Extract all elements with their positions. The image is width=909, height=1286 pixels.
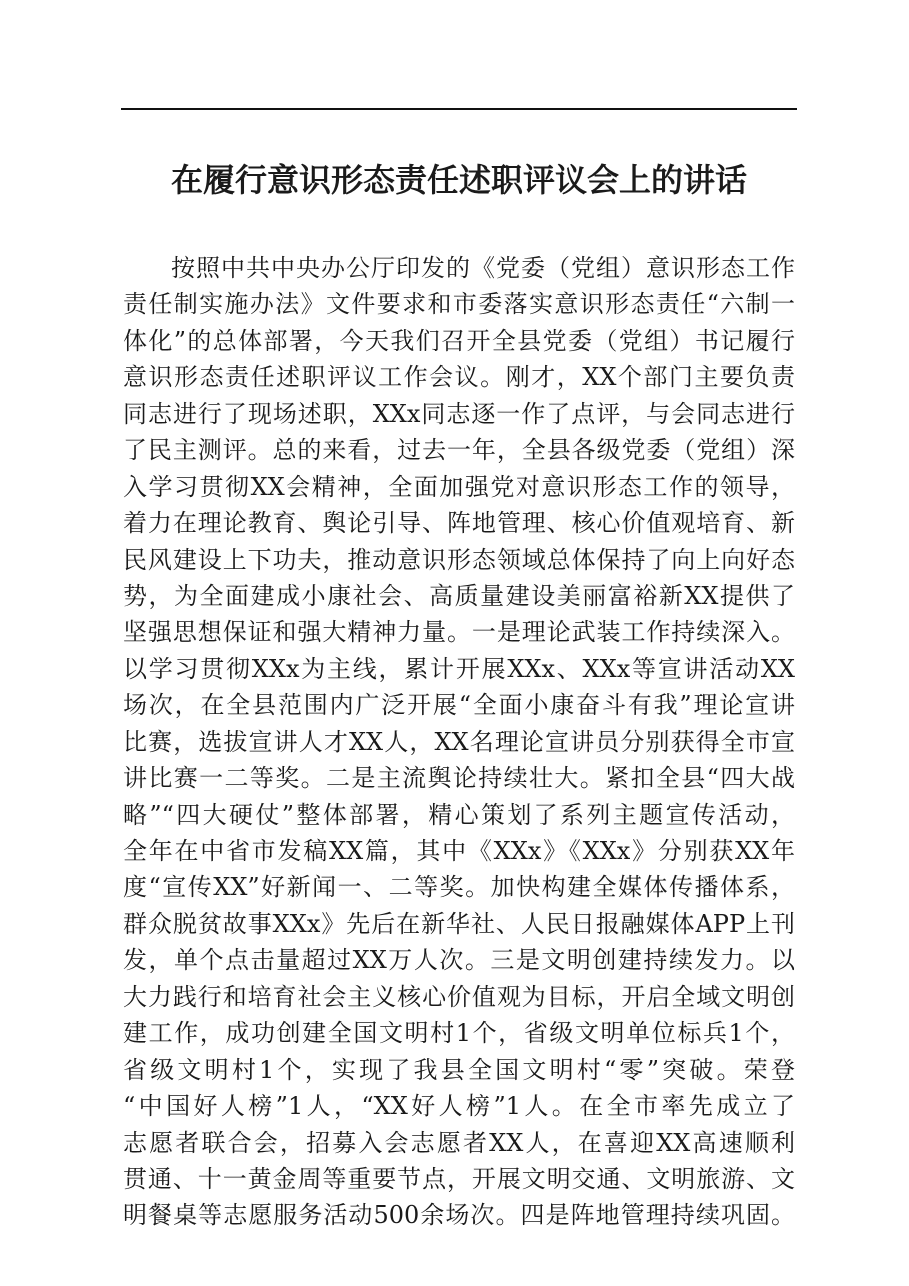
body-line: 度“宣传XX”好新闻一、二等奖。加快构建全媒体传播体系， <box>123 873 795 902</box>
document-body <box>123 250 795 1234</box>
body-line: 场次，在全县范围内广泛开展“全面小康奋斗有我”理论宣讲 <box>123 691 795 720</box>
body-line: 贯通、十一黄金周等重要节点，开展文明交通、文明旅游、文 <box>123 1164 795 1193</box>
body-line: 发，单个点击量超过XX万人次。三是文明创建持续发力。以 <box>123 946 795 975</box>
body-line: 意识形态责任述职评议工作会议。刚才，XX个部门主要负责 <box>123 363 795 392</box>
body-line: 比赛，选拔宣讲人才XX人，XX名理论宣讲员分别获得全市宣 <box>123 727 795 756</box>
body-line: 建工作，成功创建全国文明村1个，省级文明单位标兵1个， <box>123 1019 795 1048</box>
body-line: 坚强思想保证和强大精神力量。一是理论武装工作持续深入。 <box>123 618 795 647</box>
body-line: 大力践行和培育社会主义核心价值观为目标，开启全域文明创 <box>123 982 795 1011</box>
body-line: 志愿者联合会，招募入会志愿者XX人，在喜迎XX高速顺利 <box>123 1128 795 1157</box>
body-line: 势，为全面建成小康社会、高质量建设美丽富裕新XX提供了 <box>123 581 795 610</box>
body-line: 讲比赛一二等奖。二是主流舆论持续壮大。紧扣全县“四大战 <box>123 764 795 793</box>
body-line: “中国好人榜”1人，“XX好人榜”1人。在全市率先成立了 <box>123 1092 795 1121</box>
body-line: 同志进行了现场述职，XXx同志逐一作了点评，与会同志进行 <box>123 399 795 428</box>
header-rule <box>121 108 797 110</box>
body-line: 了民主测评。总的来看，过去一年，全县各级党委（党组）深 <box>123 436 795 465</box>
body-line: 省级文明村1个，实现了我县全国文明村“零”突破。荣登 <box>123 1055 795 1084</box>
body-line: 明餐桌等志愿服务活动500余场次。四是阵地管理持续巩固。 <box>123 1201 795 1230</box>
document-title: 在履行意识形态责任述职评议会上的讲话 <box>170 161 747 199</box>
body-line: 全年在中省市发稿XX篇，其中《XXx》《XXx》分别获XX年 <box>123 837 795 865</box>
body-line: 略”“四大硬仗”整体部署，精心策划了系列主题宣传活动， <box>123 800 795 829</box>
body-line: 入学习贯彻XX会精神，全面加强党对意识形态工作的领导， <box>123 472 795 501</box>
body-line: 民风建设上下功夫，推动意识形态领域总体保持了向上向好态 <box>123 545 795 574</box>
body-line: 着力在理论教育、舆论引导、阵地管理、核心价值观培育、新 <box>123 509 795 538</box>
body-line: 群众脱贫故事XXx》先后在新华社、人民日报融媒体APP上刊 <box>123 909 795 938</box>
body-line: 体化”的总体部署，今天我们召开全县党委（党组）书记履行 <box>123 326 795 355</box>
body-line: 责任制实施办法》文件要求和市委落实意识形态责任“六制一 <box>123 290 795 319</box>
body-line: 按照中共中央办公厅印发的《党委（党组）意识形态工作 <box>171 254 795 282</box>
body-line: 以学习贯彻XXx为主线，累计开展XXx、XXx等宣讲活动XX <box>123 654 795 683</box>
